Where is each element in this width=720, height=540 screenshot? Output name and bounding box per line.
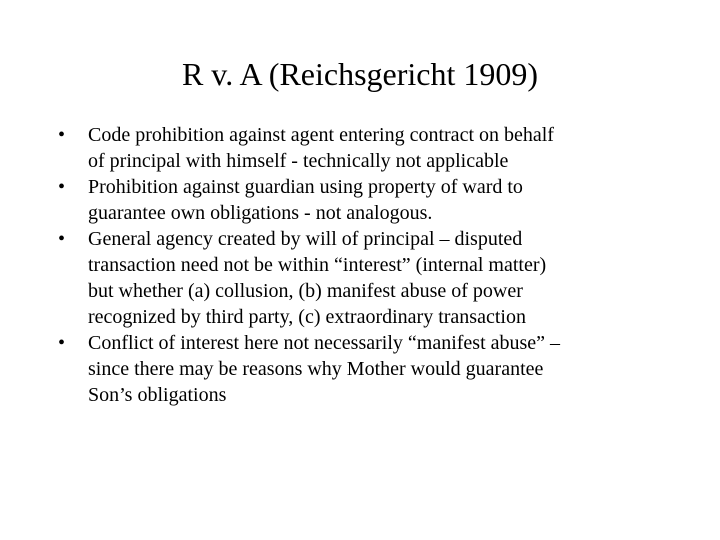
bullet-line: but whether (a) collusion, (b) manifest abuse of power	[88, 280, 523, 302]
bullet-line: since there may be reasons why Mother would guarantee	[88, 358, 544, 380]
bullet-icon: •	[58, 176, 66, 198]
bullet-line: Son’s obligations	[88, 384, 227, 406]
bullet-line: of principal with himself - technically not applicable	[88, 150, 509, 172]
bullet-line: Prohibition against guardian using property of ward to	[88, 176, 523, 198]
bullet-item	[58, 330, 698, 408]
bullet-line: guarantee own obligations - not analogous.	[88, 202, 433, 224]
bullet-line: recognized by third party, (c) extraordinary transaction	[88, 306, 526, 328]
bullet-line: Conflict of interest here not necessarily “manifest abuse” –	[88, 332, 561, 354]
slide-title: R v. A (Reichsgericht 1909)	[181, 56, 539, 92]
bullet-item	[58, 122, 698, 174]
bullet-item	[58, 226, 698, 330]
bullet-list	[58, 122, 698, 408]
bullet-item	[58, 174, 698, 226]
bullet-icon: •	[58, 124, 66, 146]
bullet-icon: •	[58, 228, 66, 250]
bullet-line: Code prohibition against agent entering contract on behalf	[88, 124, 554, 146]
bullet-line: transaction need not be within “interest” (internal matter)	[88, 254, 547, 276]
bullet-icon: •	[58, 332, 66, 354]
bullet-line: General agency created by will of principal – disputed	[88, 228, 523, 250]
